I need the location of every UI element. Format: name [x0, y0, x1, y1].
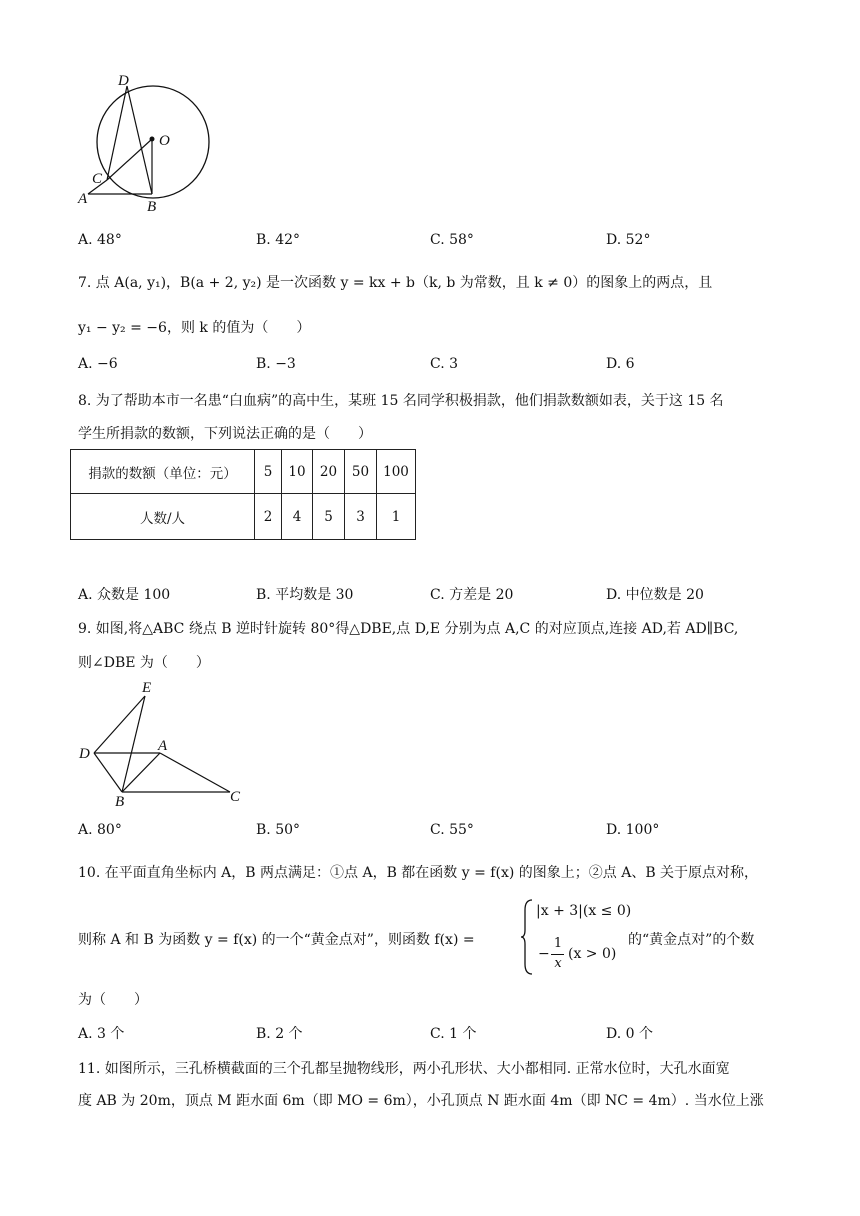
- label-d: D: [79, 746, 90, 762]
- piece2-numerator: 1: [553, 936, 563, 951]
- circle-figure: [70, 70, 220, 215]
- label-b: B: [115, 794, 125, 810]
- q11-line2: 度 AB 为 20m，顶点 M 距水面 6m（即 MO = 6m），小孔顶点 N 距水面 4m（即 NC = 4m）. 当水位上涨: [78, 1093, 764, 1109]
- table-header-amount: 捐款的数额（单位：元）: [71, 450, 255, 494]
- q10-line2-prefix: 则称 A 和 B 为函数 y = f(x) 的一个“黄金点对”，则函数 f(x) =: [78, 932, 475, 948]
- label-a: A: [158, 738, 168, 754]
- q7-line1: 7. 点 A(a, y₁)，B(a + 2, y₂) 是一次函数 y = kx + b（k, b 为常数，且 k ≠ 0）的图象上的两点，且: [78, 275, 713, 291]
- q9-line2: 则∠DBE 为（ ）: [78, 655, 210, 671]
- q9-line1: 9. 如图,将△ABC 绕点 B 逆时针旋转 80°得△DBE,点 D,E 分别为点 A,C 的对应顶点,连接 AD,若 AD∥BC,: [78, 621, 739, 637]
- table-cell: 3: [345, 494, 377, 540]
- table-cell: 50: [345, 450, 377, 494]
- label-o: O: [159, 133, 170, 149]
- table-row: [71, 450, 416, 494]
- q8-option-d: D. 中位数是 20: [606, 587, 704, 603]
- q6-option-c: C. 58°: [430, 232, 474, 248]
- q11-line1: 11. 如图所示，三孔桥横截面的三个孔都呈抛物线形，两小孔形状、大小都相同. 正常水位时，大孔水面宽: [78, 1061, 730, 1077]
- q10-line3: 为（ ）: [78, 992, 148, 1008]
- piece2-sign: −: [538, 946, 550, 962]
- q6-option-b: B. 42°: [256, 232, 301, 248]
- label-b: B: [147, 199, 157, 215]
- label-c: C: [230, 789, 241, 805]
- q7-line2: y₁ − y₂ = −6，则 k 的值为（ ）: [78, 320, 311, 336]
- q8-line1: 8. 为了帮助本市一名患“白血病”的高中生，某班 15 名同学积极捐款，他们捐款数额如表，关于这 15 名: [78, 393, 724, 409]
- table-cell: 5: [313, 494, 345, 540]
- q8-option-a: A. 众数是 100: [78, 587, 171, 603]
- q10-line1: 10. 在平面直角坐标内 A，B 两点满足：①点 A，B 都在函数 y = f(x) 的图象上；②点 A、B 关于原点对称，: [78, 865, 759, 881]
- q10-option-b: B. 2 个: [256, 1026, 303, 1042]
- q6-option-a: A. 48°: [78, 232, 122, 248]
- table-cell: 4: [282, 494, 313, 540]
- q10-line2-suffix: 的“黄金点对”的个数: [628, 932, 755, 948]
- q7-option-b: B. −3: [256, 356, 296, 372]
- label-d: D: [118, 73, 129, 89]
- q10-option-d: D. 0 个: [606, 1026, 653, 1042]
- table-cell: 100: [377, 450, 416, 494]
- q9-option-d: D. 100°: [606, 822, 660, 838]
- q10-option-c: C. 1 个: [430, 1026, 477, 1042]
- q8-option-b: B. 平均数是 30: [256, 587, 354, 603]
- rotation-figure: [70, 675, 250, 810]
- fraction-bar: [551, 954, 564, 955]
- q7-option-a: A. −6: [78, 356, 118, 372]
- piecewise-brace: [520, 898, 534, 976]
- table-cell: 10: [282, 450, 313, 494]
- table-cell: 1: [377, 494, 416, 540]
- piece1: |x + 3|(x ≤ 0): [536, 903, 632, 919]
- q7-option-d: D. 6: [606, 356, 635, 372]
- q6-option-d: D. 52°: [606, 232, 651, 248]
- label-c: C: [92, 171, 103, 187]
- q8-option-c: C. 方差是 20: [430, 587, 514, 603]
- q9-option-c: C. 55°: [430, 822, 474, 838]
- q9-option-b: B. 50°: [256, 822, 301, 838]
- table-cell: 5: [255, 450, 282, 494]
- label-a: A: [78, 191, 88, 207]
- table-cell: 2: [255, 494, 282, 540]
- q10-option-a: A. 3 个: [78, 1026, 125, 1042]
- q7-option-c: C. 3: [430, 356, 459, 372]
- table-header-count: 人数/人: [71, 494, 255, 540]
- donation-table: [70, 449, 416, 540]
- piece2-denominator: x: [554, 956, 562, 971]
- piece2-condition: (x > 0): [568, 946, 617, 962]
- q9-option-a: A. 80°: [78, 822, 122, 838]
- q8-line2: 学生所捐款的数额，下列说法正确的是（ ）: [78, 426, 372, 442]
- label-e: E: [142, 680, 152, 696]
- table-cell: 20: [313, 450, 345, 494]
- table-row: [71, 494, 416, 540]
